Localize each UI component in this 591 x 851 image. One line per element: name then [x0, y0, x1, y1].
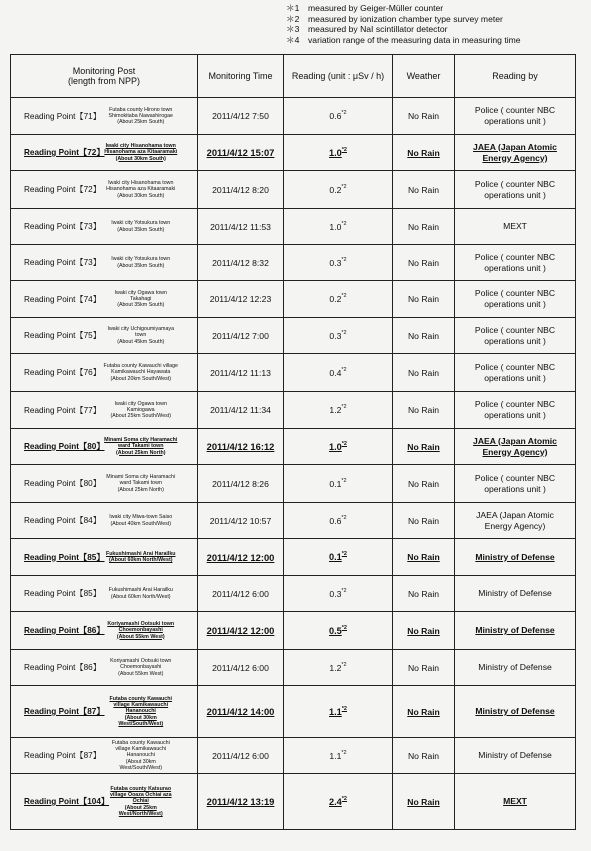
- monitoring-time-value: 2011/4/12 8:26: [212, 478, 269, 489]
- footnote-text: measured by Geiger-Müller counter: [308, 3, 444, 13]
- reading-by-value: Ministry of Defense: [478, 750, 552, 760]
- location-text: Iwaki city Hisanohama town Hisanohama aza Kitaaramaki (About 30km South): [106, 180, 176, 199]
- monitoring-time-value: 2011/4/12 12:23: [209, 294, 272, 304]
- header-post-label: Monitoring Post (length from NPP): [67, 66, 141, 86]
- reading-value: 1.0: [329, 441, 342, 452]
- monitoring-time-cell: [198, 503, 284, 539]
- reading-point-label: Reading Point【80】: [24, 479, 101, 488]
- reading-point-cell: [11, 576, 101, 612]
- reading-footnote-mark: *2: [341, 749, 347, 756]
- reading-by-value: Police ( counter NBC operations unit ): [474, 361, 556, 383]
- monitoring-time-value: 2011/4/12 8:20: [212, 184, 269, 195]
- reading-by-cell: [455, 209, 576, 245]
- reading-cell: [284, 686, 393, 738]
- monitoring-time-value: 2011/4/12 12:00: [206, 551, 275, 563]
- weather-value: No Rain: [407, 625, 440, 636]
- reading-by-value: MEXT: [503, 221, 527, 231]
- reading-point-cell: [11, 354, 101, 392]
- weather-value: No Rain: [407, 796, 440, 807]
- reading-point-cell: [11, 503, 101, 539]
- reading-by-value: Police ( counter NBC operations unit ): [474, 472, 556, 494]
- weather-value: No Rain: [407, 405, 440, 415]
- footnote: [286, 14, 586, 25]
- monitoring-time-value: 2011/4/12 10:57: [209, 515, 272, 526]
- weather-cell: [393, 281, 455, 318]
- reading-point-label: Reading Point【104】: [24, 797, 110, 806]
- location-text: Futaba county Hirono town Shimokitaba Nawashirogae (About 25km South): [108, 106, 173, 126]
- reading-point-cell: [11, 209, 101, 245]
- footnote-mark: ＊3: [286, 24, 300, 35]
- header-reading-by: [455, 55, 576, 98]
- location-cell: [87, 98, 198, 135]
- table-row: [11, 465, 576, 503]
- location-text: Iwaki city Ogawa town Kamiogawa (About 25km South/West): [110, 400, 172, 420]
- location-cell: [87, 738, 198, 774]
- header-by-label: Reading by: [492, 71, 538, 81]
- reading-point-cell: [11, 135, 105, 171]
- reading-value: 1.2: [329, 662, 342, 673]
- monitoring-time-value: 2011/4/12 12:00: [206, 625, 275, 636]
- reading-cell: [284, 209, 393, 245]
- reading-value: 0.3: [329, 257, 342, 268]
- location-text: Iwaki city Miwa-town Saiso (About 40km South/West): [109, 514, 173, 527]
- monitoring-time-value: 2011/4/12 6:00: [212, 588, 269, 599]
- reading-by-value: JAEA (Japan Atomic Energy Agency): [473, 435, 557, 457]
- reading-footnote-mark: *2: [341, 183, 347, 190]
- table-row: [11, 354, 576, 392]
- table-row: [11, 245, 576, 281]
- location-cell: [87, 209, 198, 245]
- monitoring-time-cell: [198, 354, 284, 392]
- weather-cell: [393, 245, 455, 281]
- reading-by-value: Police ( counter NBC operations unit ): [474, 288, 556, 309]
- reading-footnote-mark: *2: [341, 477, 347, 484]
- reading-point-label: Reading Point【72】: [24, 148, 105, 157]
- location-text: Iwaki city Uchigoumiyamaya town (About 45km South): [107, 326, 175, 345]
- reading-by-value: Police ( counter NBC operations unit ): [474, 324, 556, 346]
- weather-value: No Rain: [407, 478, 440, 489]
- reading-value: 0.2: [329, 294, 342, 304]
- monitoring-time-value: 2011/4/12 11:34: [210, 405, 271, 415]
- reading-cell: [284, 392, 393, 429]
- monitoring-time-cell: [198, 281, 284, 318]
- reading-point-cell: [11, 465, 101, 503]
- reading-cell: [284, 354, 393, 392]
- reading-by-value: Police ( counter NBC operations unit ): [474, 399, 556, 420]
- reading-value: 0.2: [329, 184, 342, 195]
- location-text: Futaba county Kawauchi village Kamikawauchi Hananouchi (About 30km West/South/West): [109, 695, 172, 727]
- monitoring-time-cell: [198, 392, 284, 429]
- reading-cell: [284, 576, 393, 612]
- reading-footnote-mark: *2: [341, 661, 347, 668]
- monitoring-time-cell: [198, 774, 284, 830]
- weather-value: No Rain: [407, 441, 440, 452]
- footnote-text: variation range of the measuring data in measuring time: [308, 34, 521, 45]
- footnote: [286, 3, 586, 14]
- footnote-mark: ＊4: [286, 34, 300, 45]
- location-text: Iwaki city Hisanohama town Hisanohama aza Kitaaramaki (About 30km South): [104, 143, 178, 162]
- monitoring-time-value: 2011/4/12 7:00: [212, 330, 269, 341]
- weather-cell: [393, 650, 455, 686]
- reading-by-cell: [455, 135, 576, 171]
- reading-value: 0.6: [329, 515, 342, 526]
- monitoring-time-value: 2011/4/12 15:07: [206, 147, 275, 158]
- reading-by-cell: [455, 539, 576, 576]
- monitoring-time-cell: [198, 539, 284, 576]
- table-row: [11, 686, 576, 738]
- table-row: [11, 650, 576, 686]
- weather-value: No Rain: [407, 294, 440, 304]
- reading-point-cell: [11, 281, 101, 318]
- reading-footnote-mark: *2: [341, 256, 347, 263]
- reading-by-cell: [455, 392, 576, 429]
- reading-by-value: Police ( counter NBC operations unit ): [474, 251, 556, 273]
- location-cell: [87, 245, 198, 281]
- weather-cell: [393, 135, 455, 171]
- monitoring-time-cell: [198, 98, 284, 135]
- reading-point-label: Reading Point【76】: [24, 368, 101, 377]
- weather-value: No Rain: [407, 515, 440, 526]
- reading-by-cell: [455, 738, 576, 774]
- reading-footnote-mark: *2: [341, 220, 347, 227]
- reading-footnote-mark: *2: [341, 404, 347, 410]
- reading-value: 1.1: [329, 706, 342, 717]
- reading-value: 2.4: [329, 796, 342, 807]
- reading-point-cell: [11, 686, 105, 738]
- reading-by-value: Ministry of Defense: [475, 625, 555, 635]
- reading-by-value: Ministry of Defense: [475, 706, 555, 716]
- reading-value: 1.0: [329, 147, 342, 158]
- reading-point-cell: [11, 318, 101, 354]
- location-text: Minami Soma city Haramachi ward Takami town (About 25km North): [104, 437, 178, 456]
- reading-by-cell: [455, 650, 576, 686]
- monitoring-time-value: 2011/4/12 6:00: [212, 662, 269, 673]
- weather-value: No Rain: [407, 588, 440, 599]
- location-cell: [87, 354, 198, 392]
- location-text: Futaba county Katsurao village Ooaza Ochiai aza Ochiai (About 25km West/North/West): [109, 785, 172, 817]
- weather-cell: [393, 612, 455, 650]
- weather-cell: [393, 429, 455, 465]
- reading-footnote-mark: *2: [341, 146, 347, 153]
- table-row: [11, 576, 576, 612]
- reading-by-cell: [455, 503, 576, 539]
- reading-point-label: Reading Point【85】: [24, 552, 105, 562]
- reading-cell: [284, 539, 393, 576]
- weather-value: No Rain: [407, 184, 440, 195]
- footnote-mark: ＊1: [286, 3, 300, 13]
- reading-footnote-mark: *2: [341, 110, 347, 116]
- weather-value: No Rain: [407, 750, 440, 761]
- weather-value: No Rain: [407, 111, 440, 121]
- reading-by-cell: [455, 612, 576, 650]
- location-text: Iwaki city Yotsukura town (About 35km South): [111, 256, 171, 269]
- reading-value: 0.1: [329, 552, 342, 562]
- reading-value: 1.0: [329, 221, 342, 232]
- table-row: [11, 392, 576, 429]
- table-row: [11, 171, 576, 209]
- table-row: [11, 429, 576, 465]
- reading-point-label: Reading Point【75】: [24, 331, 101, 340]
- weather-cell: [393, 171, 455, 209]
- reading-point-label: Reading Point【73】: [24, 258, 101, 267]
- table-row: [11, 98, 576, 135]
- reading-cell: [284, 245, 393, 281]
- reading-point-label: Reading Point【80】: [24, 442, 105, 451]
- reading-value: 0.1: [329, 478, 342, 489]
- location-text: Futaba county Kawauchi village Kamikawauchi Hayawata (About 20km South/West): [103, 363, 178, 382]
- reading-point-cell: [11, 539, 105, 576]
- reading-by-value: Ministry of Defense: [478, 662, 552, 672]
- reading-cell: [284, 774, 393, 830]
- header-reading: [284, 55, 393, 98]
- location-cell: [87, 576, 198, 612]
- reading-point-label: Reading Point【87】: [24, 751, 101, 760]
- table-row: [11, 281, 576, 318]
- location-cell: [87, 503, 198, 539]
- reading-value: 0.3: [329, 330, 342, 341]
- monitoring-time-cell: [198, 738, 284, 774]
- reading-footnote-mark: *2: [341, 705, 347, 712]
- reading-point-cell: [11, 245, 101, 281]
- header-time-label: Monitoring Time: [208, 71, 273, 81]
- reading-point-label: Reading Point【74】: [24, 294, 101, 304]
- monitoring-time-cell: [198, 245, 284, 281]
- reading-by-cell: [455, 354, 576, 392]
- weather-cell: [393, 354, 455, 392]
- reading-cell: [284, 135, 393, 171]
- reading-point-cell: [11, 612, 105, 650]
- weather-cell: [393, 686, 455, 738]
- monitoring-time-cell: [198, 209, 284, 245]
- reading-cell: [284, 318, 393, 354]
- location-text: Futaba county Kawauchi village Kamikawauchi Hananouchi (About 30km West/South/West): [111, 739, 170, 771]
- reading-by-cell: [455, 281, 576, 318]
- reading-footnote-mark: *2: [341, 551, 347, 557]
- weather-cell: [393, 392, 455, 429]
- reading-point-label: Reading Point【73】: [24, 222, 101, 231]
- table-row: [11, 539, 576, 576]
- reading-point-cell: [11, 650, 101, 686]
- weather-cell: [393, 465, 455, 503]
- reading-by-cell: [455, 429, 576, 465]
- reading-cell: [284, 503, 393, 539]
- reading-by-cell: [455, 98, 576, 135]
- location-cell: [87, 392, 198, 429]
- footnotes: [286, 3, 586, 45]
- reading-footnote-mark: *2: [341, 440, 347, 447]
- reading-by-cell: [455, 576, 576, 612]
- monitoring-time-cell: [198, 650, 284, 686]
- reading-by-value: Ministry of Defense: [475, 551, 555, 562]
- monitoring-time-value: 2011/4/12 8:32: [212, 257, 269, 268]
- monitoring-time-value: 2011/4/12 6:00: [212, 750, 269, 761]
- weather-value: No Rain: [407, 367, 440, 378]
- location-cell: [87, 318, 198, 354]
- header-weather-label: Weather: [406, 71, 441, 81]
- location-text: Fukushimashi Arai Harailku (About 60km North/West): [108, 587, 173, 600]
- reading-point-label: Reading Point【77】: [24, 405, 101, 415]
- table-row: [11, 135, 576, 171]
- reading-point-label: Reading Point【72】: [24, 185, 101, 194]
- monitoring-time-value: 2011/4/12 11:13: [210, 367, 271, 378]
- reading-by-cell: [455, 318, 576, 354]
- reading-by-value: JAEA (Japan Atomic Energy Agency): [473, 141, 557, 163]
- monitoring-time-cell: [198, 465, 284, 503]
- table-row: [11, 318, 576, 354]
- reading-point-cell: [11, 392, 101, 429]
- header-monitoring-time: [198, 55, 284, 98]
- weather-cell: [393, 318, 455, 354]
- reading-value: 1.1: [329, 750, 342, 761]
- monitoring-time-value: 2011/4/12 14:00: [206, 706, 275, 717]
- reading-point-label: Reading Point【86】: [24, 663, 101, 672]
- footnote-text: measured by ionization chamber type survey meter: [308, 13, 503, 24]
- reading-point-cell: [11, 738, 101, 774]
- weather-cell: [393, 98, 455, 135]
- weather-cell: [393, 539, 455, 576]
- reading-by-value: Police ( counter NBC operations unit ): [474, 178, 556, 200]
- location-text: Iwaki city Ogawa town Takahagi (About 35km South): [114, 289, 167, 309]
- location-cell: [87, 171, 198, 209]
- header-monitoring-post: [11, 55, 198, 98]
- reading-point-label: Reading Point【85】: [24, 589, 101, 598]
- monitoring-table: [10, 54, 576, 830]
- monitoring-time-cell: [198, 429, 284, 465]
- reading-cell: [284, 612, 393, 650]
- monitoring-time-cell: [198, 686, 284, 738]
- monitoring-time-value: 2011/4/12 11:53: [210, 221, 271, 232]
- location-cell: [87, 650, 198, 686]
- reading-by-cell: [455, 465, 576, 503]
- reading-value: 1.2: [329, 405, 342, 415]
- reading-point-label: Reading Point【87】: [24, 707, 105, 716]
- table-row: [11, 774, 576, 830]
- monitoring-time-value: 2011/4/12 7:50: [212, 111, 269, 121]
- reading-footnote-mark: *2: [341, 514, 347, 521]
- location-cell: [87, 429, 198, 465]
- reading-value: 0.4: [329, 367, 342, 378]
- weather-cell: [393, 503, 455, 539]
- table-row: [11, 209, 576, 245]
- footnote: [286, 35, 586, 46]
- reading-footnote-mark: *2: [341, 329, 347, 336]
- reading-footnote-mark: *2: [341, 624, 347, 631]
- table-row: [11, 738, 576, 774]
- reading-cell: [284, 98, 393, 135]
- monitoring-time-value: 2011/4/12 16:12: [206, 441, 275, 452]
- table-row: [11, 503, 576, 539]
- weather-cell: [393, 774, 455, 830]
- monitoring-time-cell: [198, 135, 284, 171]
- location-text: Iwaki city Yotsukura town (About 35km South): [111, 220, 171, 233]
- reading-value: 0.6: [329, 111, 342, 121]
- reading-cell: [284, 650, 393, 686]
- reading-by-cell: [455, 171, 576, 209]
- monitoring-time-cell: [198, 318, 284, 354]
- reading-point-cell: [11, 171, 101, 209]
- location-text: Fukushimashi Arai Harailku (About 60km North/West): [105, 550, 176, 563]
- location-cell: [87, 281, 198, 318]
- reading-point-label: Reading Point【86】: [24, 626, 105, 635]
- reading-by-value: Ministry of Defense: [478, 588, 552, 598]
- reading-by-cell: [455, 245, 576, 281]
- reading-cell: [284, 738, 393, 774]
- monitoring-time-cell: [198, 576, 284, 612]
- table-header-row: [11, 55, 576, 98]
- monitoring-time-value: 2011/4/12 13:19: [206, 796, 275, 807]
- reading-value: 0.5: [329, 625, 342, 636]
- reading-cell: [284, 171, 393, 209]
- location-cell: [87, 465, 198, 503]
- weather-cell: [393, 209, 455, 245]
- header-reading-label: Reading (unit : μSv / h): [291, 71, 385, 81]
- weather-value: No Rain: [407, 330, 440, 341]
- reading-cell: [284, 465, 393, 503]
- weather-value: No Rain: [407, 147, 440, 158]
- weather-value: No Rain: [407, 552, 440, 562]
- table-row: [11, 612, 576, 650]
- monitoring-time-cell: [198, 171, 284, 209]
- reading-cell: [284, 281, 393, 318]
- reading-cell: [284, 429, 393, 465]
- reading-footnote-mark: *2: [341, 587, 347, 594]
- monitoring-time-cell: [198, 612, 284, 650]
- footnote-text: measured by NaI scintillator detector: [308, 24, 448, 35]
- weather-value: No Rain: [407, 221, 440, 232]
- reading-footnote-mark: *2: [341, 293, 347, 299]
- weather-cell: [393, 738, 455, 774]
- reading-footnote-mark: *2: [341, 795, 347, 802]
- reading-point-cell: [11, 98, 101, 135]
- reading-footnote-mark: *2: [341, 366, 347, 373]
- reading-by-value: Police ( counter NBC operations unit ): [474, 105, 556, 126]
- reading-point-label: Reading Point【84】: [24, 516, 101, 525]
- weather-value: No Rain: [407, 706, 440, 717]
- footnote-mark: ＊2: [286, 13, 300, 24]
- header-weather: [393, 55, 455, 98]
- table-body: [11, 98, 576, 830]
- location-text: Minami Soma city Haramachi ward Takami town (About 25km North): [106, 474, 176, 493]
- footnote: [286, 24, 586, 35]
- reading-by-cell: [455, 774, 576, 830]
- reading-point-cell: [11, 774, 110, 830]
- reading-by-cell: [455, 686, 576, 738]
- weather-cell: [393, 576, 455, 612]
- location-text: Koriyamashi Ootsuki town Choemonbayashi (About 55km West): [110, 658, 172, 677]
- weather-value: No Rain: [407, 257, 440, 268]
- weather-value: No Rain: [407, 662, 440, 673]
- reading-point-cell: [11, 429, 105, 465]
- reading-value: 0.3: [329, 588, 342, 599]
- reading-by-value: MEXT: [503, 796, 527, 806]
- reading-by-value: JAEA (Japan Atomic Energy Agency): [476, 509, 554, 531]
- reading-point-label: Reading Point【71】: [24, 111, 101, 121]
- location-text: Koriyamashi Ootsuki town Choemonbayashi (About 55km West): [107, 621, 175, 640]
